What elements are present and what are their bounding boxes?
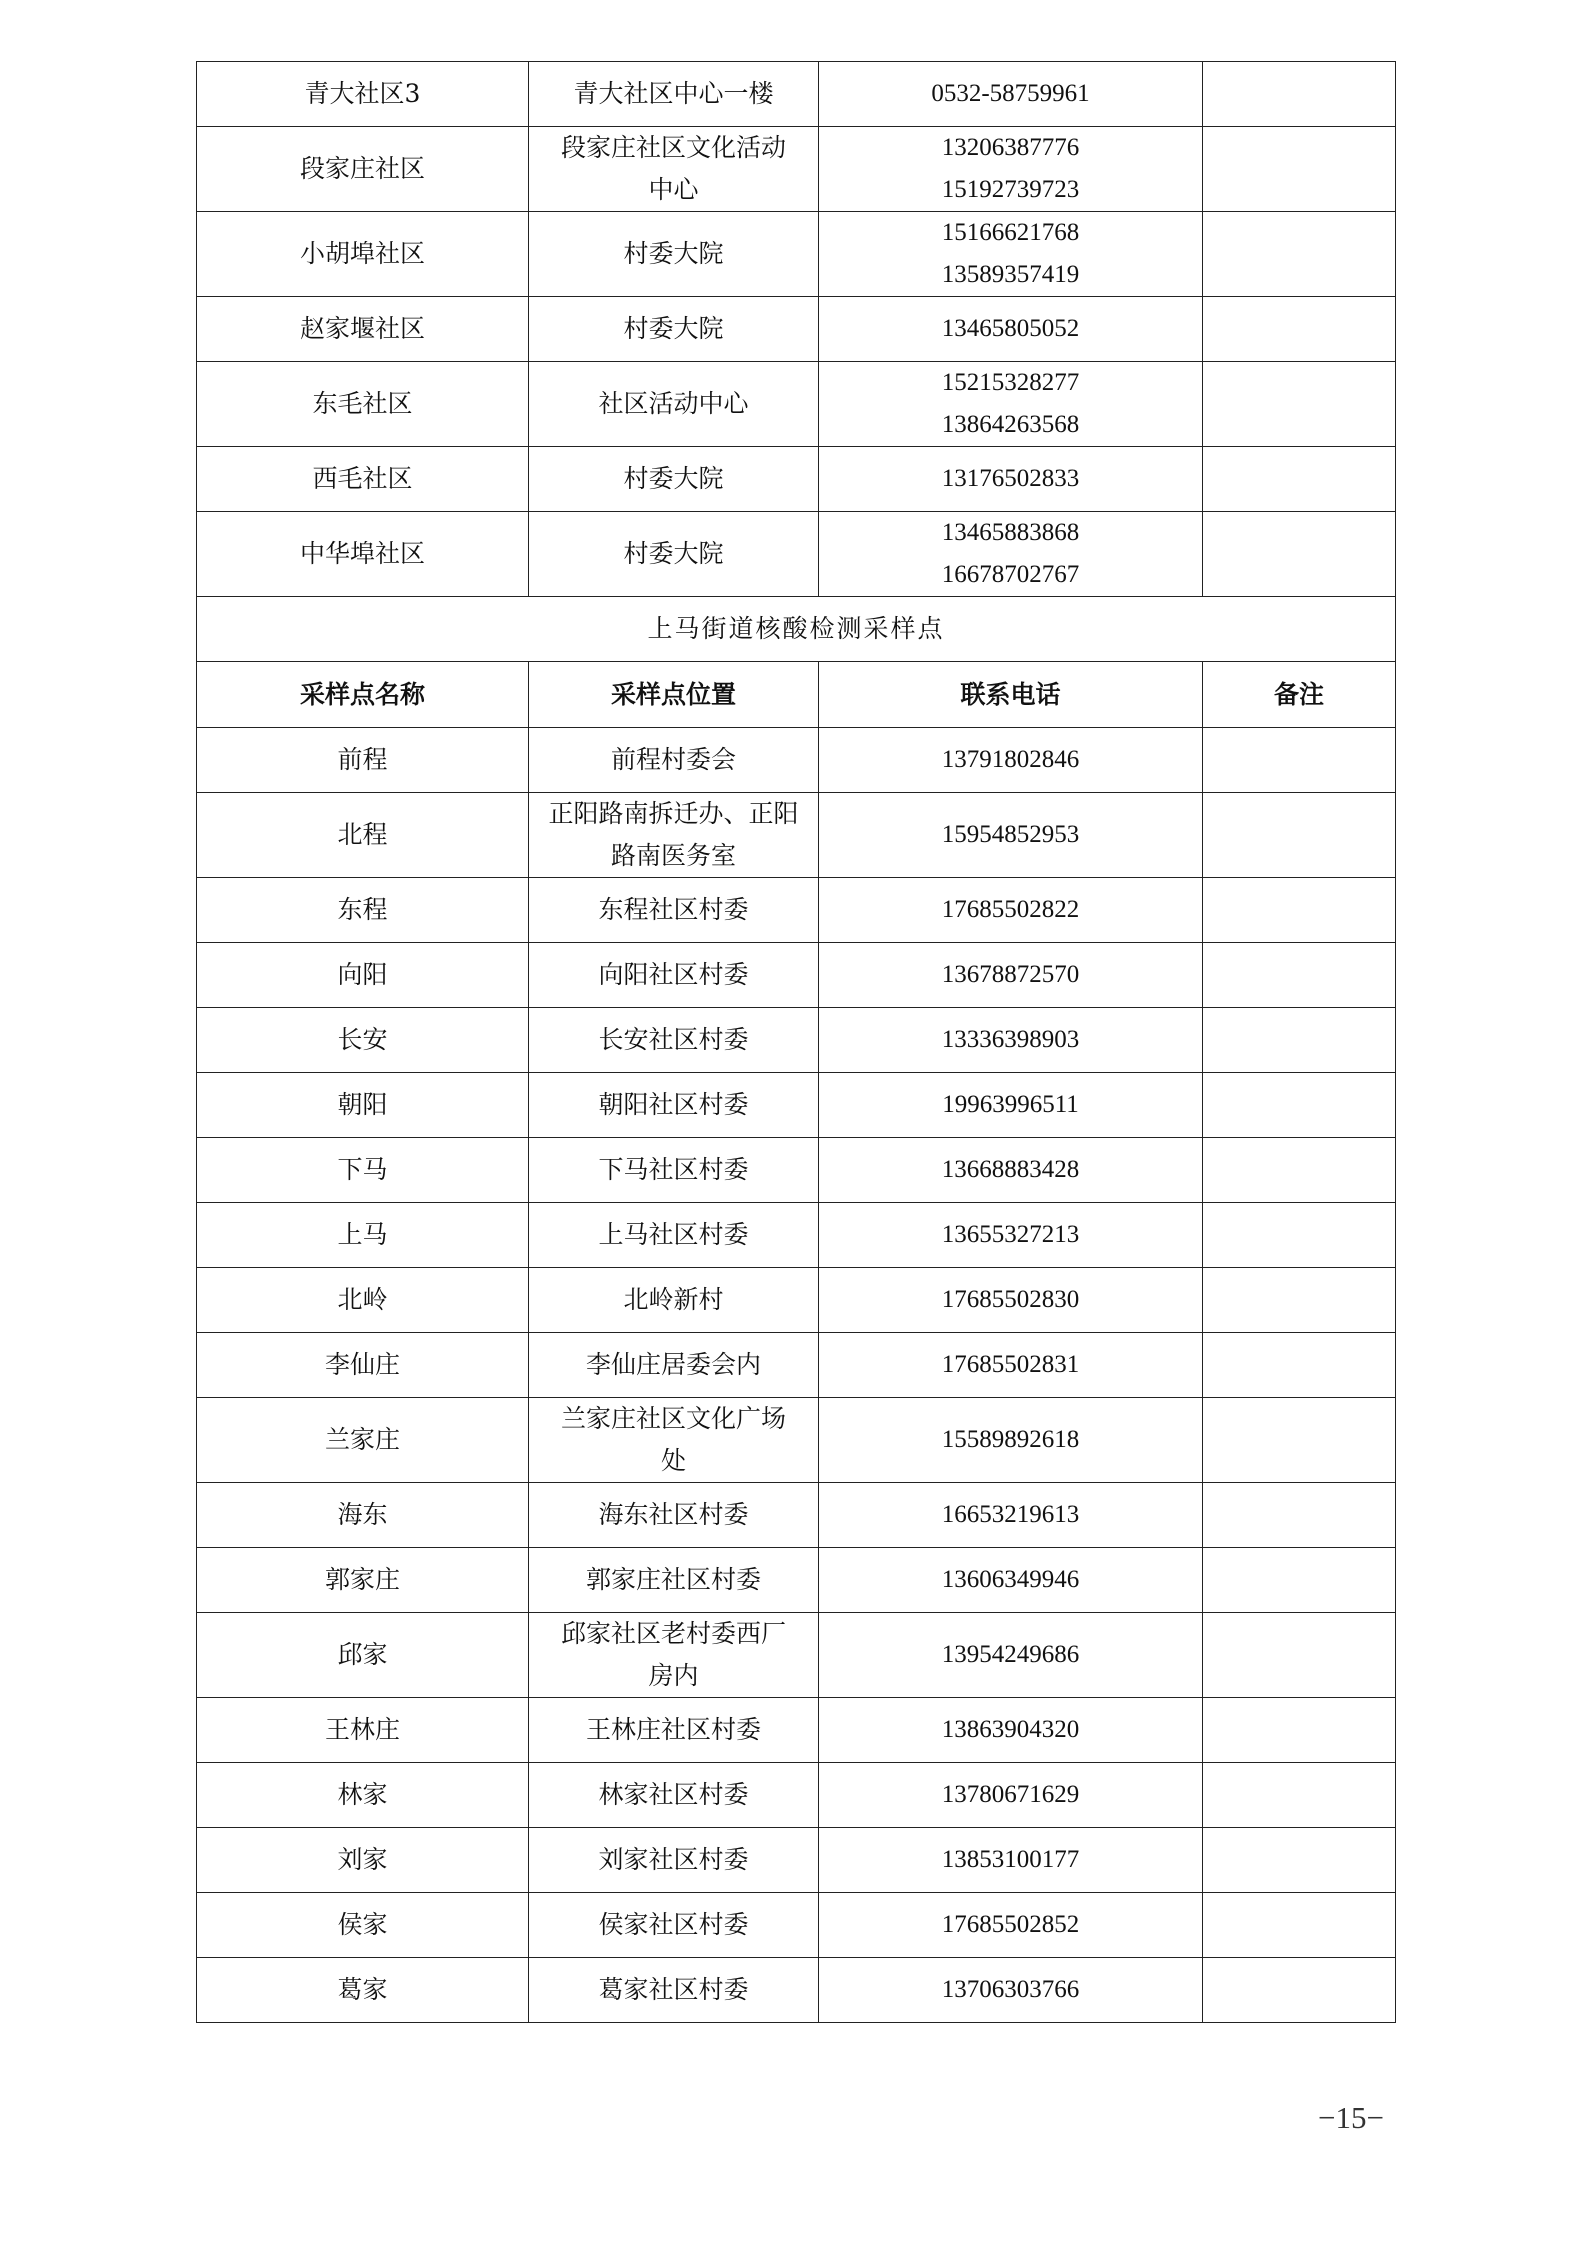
cell-site-name: 小胡埠社区	[197, 212, 529, 297]
cell-site-location	[529, 1398, 819, 1483]
table-row	[197, 1398, 1396, 1483]
cell-phone	[819, 512, 1203, 597]
phone-line: 16653219613	[941, 1501, 1080, 1528]
location-line: 下马社区村委	[598, 1155, 749, 1184]
location-line: 东程社区村委	[598, 895, 749, 924]
location-line: 房内	[648, 1661, 699, 1690]
phone-line: 19963996511	[942, 1091, 1079, 1118]
cell-note	[1203, 297, 1396, 362]
cell-phone	[819, 1613, 1203, 1698]
location-line: 北岭新村	[623, 1285, 724, 1314]
cell-note	[1203, 1333, 1396, 1398]
cell-site-name: 王林庄	[197, 1698, 529, 1763]
section-title: 上马街道核酸检测采样点	[197, 597, 1396, 662]
location-line: 段家庄社区文化活动	[560, 133, 786, 162]
phone-line: 0532-58759961	[931, 80, 1090, 107]
table-row	[197, 127, 1396, 212]
cell-site-name: 邱家	[197, 1613, 529, 1698]
table-row	[197, 297, 1396, 362]
cell-site-location	[529, 1073, 819, 1138]
phone-line: 13465805052	[941, 315, 1080, 342]
section2-title-body	[197, 597, 1396, 728]
location-line: 前程村委会	[610, 745, 736, 774]
cell-phone	[819, 878, 1203, 943]
location-line: 海东社区村委	[598, 1500, 749, 1529]
table-row	[197, 1548, 1396, 1613]
header-location: 采样点位置	[529, 662, 819, 728]
table-row	[197, 1483, 1396, 1548]
phone-line: 15589892618	[941, 1426, 1080, 1453]
table-row	[197, 212, 1396, 297]
location-line: 刘家社区村委	[598, 1845, 749, 1874]
cell-site-location	[529, 1613, 819, 1698]
cell-phone	[819, 1828, 1203, 1893]
cell-phone	[819, 728, 1203, 793]
cell-site-name: 林家	[197, 1763, 529, 1828]
cell-site-location	[529, 512, 819, 597]
cell-site-name: 葛家	[197, 1958, 529, 2023]
location-line: 处	[660, 1446, 686, 1475]
table-row	[197, 1698, 1396, 1763]
table-row	[197, 362, 1396, 447]
cell-note	[1203, 62, 1396, 127]
cell-site-name: 东程	[197, 878, 529, 943]
phone-line: 13678872570	[941, 961, 1080, 988]
cell-site-name: 段家庄社区	[197, 127, 529, 212]
cell-note	[1203, 1548, 1396, 1613]
location-line: 村委大院	[623, 239, 724, 268]
cell-site-location	[529, 1268, 819, 1333]
location-line: 邱家社区老村委西厂	[560, 1619, 786, 1648]
phone-line: 13668883428	[941, 1156, 1080, 1183]
cell-phone	[819, 1268, 1203, 1333]
location-line: 朝阳社区村委	[598, 1090, 749, 1119]
cell-site-location	[529, 127, 819, 212]
cell-site-name: 长安	[197, 1008, 529, 1073]
cell-site-name: 青大社区3	[197, 62, 529, 127]
cell-site-name: 北程	[197, 793, 529, 878]
table-row	[197, 1763, 1396, 1828]
cell-site-name: 上马	[197, 1203, 529, 1268]
cell-phone	[819, 1958, 1203, 2023]
cell-phone	[819, 1763, 1203, 1828]
cell-site-location	[529, 1698, 819, 1763]
cell-phone	[819, 212, 1203, 297]
cell-note	[1203, 1893, 1396, 1958]
cell-note	[1203, 1698, 1396, 1763]
cell-site-location	[529, 1893, 819, 1958]
table2-body	[197, 728, 1396, 2023]
cell-note	[1203, 362, 1396, 447]
location-line: 路南医务室	[610, 841, 736, 870]
cell-site-location	[529, 362, 819, 447]
phone-line: 15166621768	[941, 219, 1080, 246]
cell-phone	[819, 1333, 1203, 1398]
cell-site-location	[529, 212, 819, 297]
cell-phone	[819, 297, 1203, 362]
cell-site-location	[529, 1203, 819, 1268]
cell-phone	[819, 1893, 1203, 1958]
phone-line: 13853100177	[941, 1846, 1080, 1873]
cell-note	[1203, 943, 1396, 1008]
cell-note	[1203, 1613, 1396, 1698]
cell-note	[1203, 1203, 1396, 1268]
location-line: 上马社区村委	[598, 1220, 749, 1249]
phone-line: 15954852953	[941, 821, 1080, 848]
cell-phone	[819, 1398, 1203, 1483]
phone-line: 13954249686	[941, 1641, 1080, 1668]
cell-note	[1203, 127, 1396, 212]
cell-site-name: 西毛社区	[197, 447, 529, 512]
cell-site-name: 海东	[197, 1483, 529, 1548]
cell-phone	[819, 1698, 1203, 1763]
cell-site-name: 侯家	[197, 1893, 529, 1958]
cell-phone	[819, 1008, 1203, 1073]
location-line: 侯家社区村委	[598, 1910, 749, 1939]
section-title-row	[197, 597, 1396, 662]
cell-phone	[819, 1138, 1203, 1203]
location-line: 正阳路南拆迁办、正阳	[548, 799, 799, 828]
phone-line: 13336398903	[941, 1026, 1080, 1053]
phone-line: 13589357419	[941, 261, 1080, 288]
cell-phone	[819, 943, 1203, 1008]
table-row	[197, 1828, 1396, 1893]
cell-note	[1203, 1008, 1396, 1073]
table1-body	[197, 62, 1396, 597]
table-row	[197, 1893, 1396, 1958]
location-line: 长安社区村委	[598, 1025, 749, 1054]
table-row	[197, 793, 1396, 878]
table-row	[197, 62, 1396, 127]
location-line: 村委大院	[623, 314, 724, 343]
cell-site-location	[529, 1333, 819, 1398]
cell-note	[1203, 1398, 1396, 1483]
cell-site-location	[529, 1008, 819, 1073]
cell-site-location	[529, 878, 819, 943]
header-name: 采样点名称	[197, 662, 529, 728]
cell-note	[1203, 728, 1396, 793]
phone-line: 13864263568	[941, 411, 1080, 438]
cell-note	[1203, 1828, 1396, 1893]
phone-line: 17685502830	[941, 1286, 1080, 1313]
cell-note	[1203, 447, 1396, 512]
cell-note	[1203, 1268, 1396, 1333]
cell-site-location	[529, 943, 819, 1008]
cell-phone	[819, 1073, 1203, 1138]
phone-line: 17685502831	[941, 1351, 1080, 1378]
cell-note	[1203, 1958, 1396, 2023]
cell-note	[1203, 512, 1396, 597]
cell-phone	[819, 793, 1203, 878]
location-line: 社区活动中心	[598, 389, 749, 418]
table-row	[197, 447, 1396, 512]
cell-note	[1203, 1763, 1396, 1828]
cell-note	[1203, 1138, 1396, 1203]
cell-site-name: 下马	[197, 1138, 529, 1203]
table-row	[197, 1008, 1396, 1073]
cell-site-location	[529, 1138, 819, 1203]
location-line: 林家社区村委	[598, 1780, 749, 1809]
location-line: 向阳社区村委	[598, 960, 749, 989]
cell-phone	[819, 62, 1203, 127]
location-line: 葛家社区村委	[598, 1975, 749, 2004]
table-row	[197, 1613, 1396, 1698]
cell-note	[1203, 1073, 1396, 1138]
cell-phone	[819, 1548, 1203, 1613]
header-note: 备注	[1203, 662, 1396, 728]
location-line: 郭家庄社区村委	[585, 1565, 761, 1594]
cell-site-name: 李仙庄	[197, 1333, 529, 1398]
cell-phone	[819, 362, 1203, 447]
cell-phone	[819, 127, 1203, 212]
table-row	[197, 1958, 1396, 2023]
phone-line: 13206387776	[941, 134, 1080, 161]
location-line: 兰家庄社区文化广场	[560, 1404, 786, 1433]
location-line: 中心	[648, 175, 699, 204]
phone-line: 15192739723	[941, 176, 1080, 203]
cell-site-location	[529, 297, 819, 362]
phone-line: 13606349946	[941, 1566, 1080, 1593]
sampling-points-table	[196, 61, 1396, 2023]
phone-line: 13791802846	[941, 746, 1080, 773]
cell-site-location	[529, 1483, 819, 1548]
cell-note	[1203, 1483, 1396, 1548]
page-number: −15−	[1318, 2100, 1384, 2135]
cell-site-name: 郭家庄	[197, 1548, 529, 1613]
table-row	[197, 1333, 1396, 1398]
cell-site-location	[529, 1763, 819, 1828]
cell-site-name: 前程	[197, 728, 529, 793]
cell-site-location	[529, 447, 819, 512]
cell-site-name: 朝阳	[197, 1073, 529, 1138]
cell-site-location	[529, 1828, 819, 1893]
cell-site-name: 东毛社区	[197, 362, 529, 447]
phone-line: 16678702767	[941, 561, 1080, 588]
cell-site-location	[529, 793, 819, 878]
location-line: 李仙庄居委会内	[585, 1350, 761, 1379]
cell-site-name: 兰家庄	[197, 1398, 529, 1483]
cell-phone	[819, 447, 1203, 512]
table-row	[197, 1138, 1396, 1203]
header-row	[197, 662, 1396, 728]
cell-site-name: 北岭	[197, 1268, 529, 1333]
phone-line: 13176502833	[941, 465, 1080, 492]
phone-line: 13655327213	[941, 1221, 1080, 1248]
cell-phone	[819, 1203, 1203, 1268]
phone-line: 17685502822	[941, 896, 1080, 923]
phone-line: 15215328277	[941, 369, 1080, 396]
location-line: 青大社区中心一楼	[573, 79, 774, 108]
table-row	[197, 1268, 1396, 1333]
location-line: 村委大院	[623, 464, 724, 493]
table-row	[197, 878, 1396, 943]
table-row	[197, 1073, 1396, 1138]
cell-site-location	[529, 62, 819, 127]
cell-site-location	[529, 1958, 819, 2023]
phone-line: 17685502852	[941, 1911, 1080, 1938]
cell-note	[1203, 793, 1396, 878]
header-phone: 联系电话	[819, 662, 1203, 728]
cell-site-location	[529, 1548, 819, 1613]
cell-site-name: 刘家	[197, 1828, 529, 1893]
cell-note	[1203, 212, 1396, 297]
table-row	[197, 512, 1396, 597]
phone-line: 13465883868	[941, 519, 1080, 546]
cell-site-name: 赵家堰社区	[197, 297, 529, 362]
table-row	[197, 1203, 1396, 1268]
location-line: 村委大院	[623, 539, 724, 568]
phone-line: 13780671629	[941, 1781, 1080, 1808]
table-row	[197, 943, 1396, 1008]
cell-note	[1203, 878, 1396, 943]
cell-site-location	[529, 728, 819, 793]
phone-line: 13706303766	[941, 1976, 1080, 2003]
cell-site-name: 中华埠社区	[197, 512, 529, 597]
cell-phone	[819, 1483, 1203, 1548]
cell-site-name: 向阳	[197, 943, 529, 1008]
phone-line: 13863904320	[941, 1716, 1080, 1743]
table-row	[197, 728, 1396, 793]
location-line: 王林庄社区村委	[585, 1715, 761, 1744]
